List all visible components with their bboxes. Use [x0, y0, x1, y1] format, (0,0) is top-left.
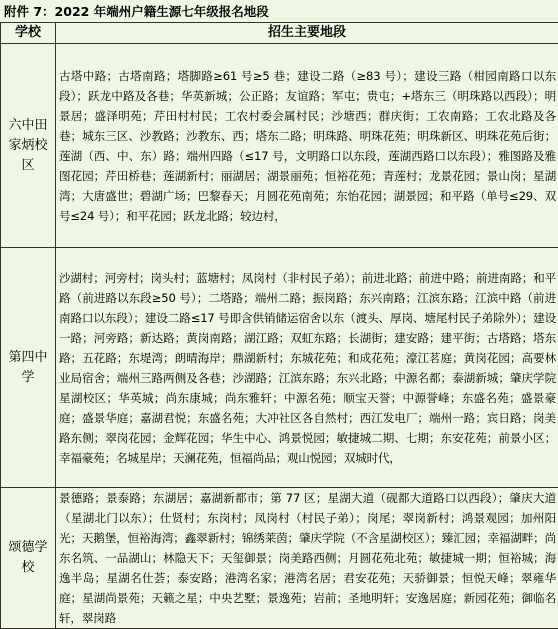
table-row — [1, 44, 558, 248]
table-row — [1, 488, 558, 629]
table-row — [1, 248, 558, 488]
school-name-text: 六中田家炳校区 — [7, 116, 49, 176]
header-school: 学校 — [1, 23, 56, 44]
school-name — [1, 44, 56, 248]
school-name — [1, 248, 56, 488]
enrollment-areas: 古塔中路；古塔南路；塔脚路≥61 号≥5 巷；建设二路（≥83 号）；建设三路（柑园南路口以东段）；跃龙中路及各巷；华英新城；公正路；友谊路；军屯；贵屯；+塔东三（明珠路以西段）；明景居；盛泽明苑；芹田村村民；工农村委会属村民；沙塘西；群庆街；工农南路；工农北路及各巷；城东三区、沙教路；沙教东、西；塔东二路；明珠路、明珠花苑；明珠新区、明珠花苑后街；莲湖（西、中、东）路；端州四路（≤17 号，文明路口以东段，莲湖西路口以东段）；雅图路及雅图花园；芹田桥巷；莲湖新村；丽湖居；湖景丽苑；恒裕花苑；青莲村；龙景花园；景山岗；星湖湾；大唐盛世；碧湖广场；巴黎春天；月圆花苑南苑；东怡花园；湖景园；和平路（单号≤29、双号≤24 号）；和平花园；跃龙北路；较边村， — [56, 44, 558, 248]
enrollment-area-table — [0, 22, 558, 629]
school-name-text: 颂德学校 — [7, 538, 49, 578]
enrollment-areas: 景德路；景泰路；东湖居；嘉湖新都市；第 77 区；星湖大道（砚都大道路口以西段）；肇庆大道（星湖北门以东）；仕贤村；东岗村；凤岗村（村民子弟）；岗尾；翠岗新村；鸿景观园；加州阳光；天鹅堡，恒裕海湾；鑫翠新村；锦绣莱茵；肇庆学院（不含星湖校区）；臻汇园；幸福湖畔；尚东名筑、一品湖山；林隐天下；天玺御景；岗美路西侧；月圆花苑北苑；敏捷城一期；恒裕城；海逸半岛；星湖名仕荟；泰安路；港湾名家；港湾名居；君安花苑；天骄御景；恒悦天峰；翠雍华庭；星湖尚景苑；天籁之星；中央艺墅；景逸苑；岩前；圣地明轩；安逸居庭；新园花苑；御临名轩，翠岗路 — [56, 488, 558, 629]
table-header-row — [1, 23, 558, 44]
school-name-text: 第四中学 — [7, 348, 49, 388]
school-name — [1, 488, 56, 629]
header-areas: 招生主要地段 — [56, 23, 558, 44]
page-title: 附件 7：2022 年端州户籍生源七年级报名地段 — [4, 2, 269, 22]
enrollment-areas: 沙湖村；河旁村；岗头村；蓝塘村；凤岗村（非村民子弟）；前进北路；前进中路；前进南路；和平路（前进路以东段≥50 号）；二塔路；端州二路；振岗路；东兴南路；江滨东路；江滨中路（前进南路口以东段）；建设二路≤17 号即含供销储运宿舍以东（渡头、厚岗、塘尾村民子弟除外）；建设一路；河旁路；新达路；黄岗南路；湖江路；双虹东路；长湖街；建安路；建平街；古塔路；塔东路；五花路；东堤湾；朗晴海岸；鼎湖新村；东城花苑；和成花苑；濠江茗庭；黄岗花园；高要林业局宿舍；端州三路两侧及各巷；沙湖路；江滨东路；东兴北路；中源名都；泰湖新城；肇庆学院星湖校区；华英城；尚东康城；尚东雅轩；中源名苑；顺宝天誉；中源誉峰；东盛名苑；盛景豪庭；盛景华庭；嘉湖君悦；东盛名苑；大冲社区各自然村；西江发电厂；端州一路；宾日路；岗美路东侧；翠岗花园；金辉花园；华生中心、鸿景悦园；敏捷城二期、七期；东安花苑；前景小区；幸福豪苑；名城星岸；天澜花苑，恒福尚品；观山悦园；双城时代， — [56, 248, 558, 488]
